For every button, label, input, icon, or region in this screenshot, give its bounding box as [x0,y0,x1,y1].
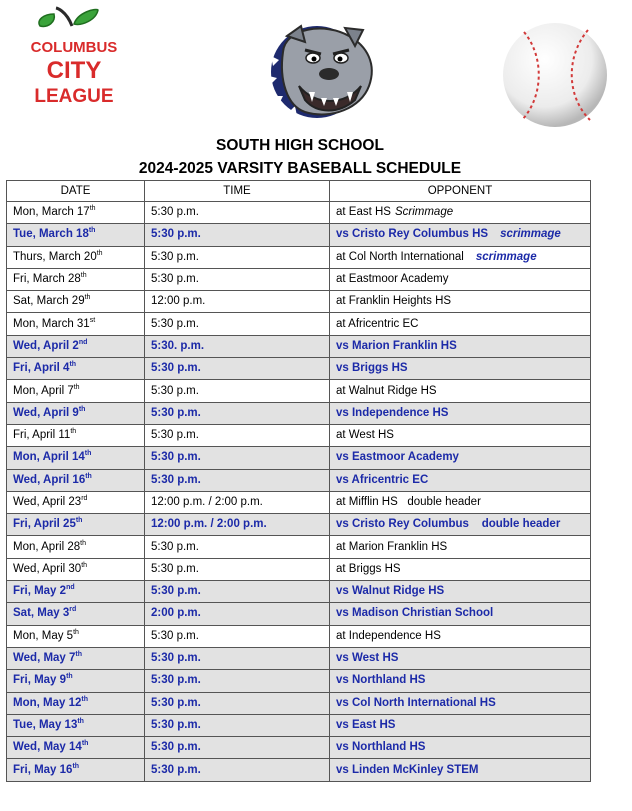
date-ordinal: th [72,762,80,770]
date-ordinal: th [89,205,96,213]
date-text: Fri, May 9 [13,674,67,687]
opponent-text: vs Cristo Rey Columbus HS [336,228,489,241]
column-header-opponent: OPPONENT [330,181,591,202]
opponent-text: at Walnut Ridge HS [336,384,437,397]
opponent-text: at Col North International [336,250,464,263]
date-ordinal: th [73,383,80,391]
table-row [7,536,591,558]
game-date [7,737,145,759]
game-date [7,358,145,380]
date-ordinal: th [69,361,77,369]
game-date [7,291,145,313]
table-row [7,202,591,224]
date-ordinal: th [81,740,89,748]
date-text: Thurs, March 20 [13,250,97,263]
game-opponent [330,246,591,268]
date-text: Mon, April 14 [13,451,85,464]
table-row [7,268,591,290]
opponent-text: vs Eastmoor Academy [336,451,459,464]
table-row [7,625,591,647]
game-time: 12:00 p.m. [145,291,330,313]
column-header-date: DATE [7,181,145,202]
game-time: 5:30 p.m. [145,714,330,736]
date-text: Wed, April 9 [13,406,79,419]
date-text: Mon, May 12 [13,696,82,709]
date-text: Tue, March 18 [13,228,89,241]
game-time: 5:30 p.m. [145,246,330,268]
date-ordinal: th [80,539,86,547]
game-opponent [330,224,591,246]
game-date [7,313,145,335]
table-row [7,558,591,580]
opponent-text: at Briggs HS [336,562,401,575]
game-date [7,246,145,268]
game-date [7,335,145,357]
date-ordinal: th [88,227,96,235]
game-opponent [330,424,591,446]
date-text: Fri, April 25 [13,518,76,531]
game-time: 5:30 p.m. [145,380,330,402]
game-date [7,514,145,536]
game-opponent [330,647,591,669]
game-opponent [330,514,591,536]
table-row [7,647,591,669]
opponent-text: vs Madison Christian School [336,607,494,620]
table-row [7,335,591,357]
table-row [7,291,591,313]
game-time: 5:30. p.m. [145,335,330,357]
opponent-text: vs Marion Franklin HS [336,339,457,352]
opponent-text: vs West HS [336,652,399,665]
date-ordinal: th [75,517,83,525]
game-opponent [330,759,591,781]
table-row [7,358,591,380]
bulldog-icon [265,16,391,126]
game-date [7,714,145,736]
date-ordinal: th [66,673,73,681]
game-time: 5:30 p.m. [145,737,330,759]
date-ordinal: th [80,272,87,280]
opponent-text: vs Briggs HS [336,362,408,375]
table-row [7,737,591,759]
date-text: Mon, April 28 [13,540,81,553]
table-row [7,424,591,446]
game-time: 5:30 p.m. [145,647,330,669]
schedule-table [6,180,591,782]
game-date [7,759,145,781]
date-ordinal: rd [69,606,77,614]
opponent-text: at West HS [336,429,394,442]
date-text: Wed, May 7 [13,652,76,665]
game-time: 12:00 p.m. / 2:00 p.m. [145,491,330,513]
opponent-text: vs Walnut Ridge HS [336,585,445,598]
game-opponent [330,447,591,469]
table-row [7,447,591,469]
opponent-text: vs East HS [336,718,396,731]
game-opponent [330,714,591,736]
game-date [7,469,145,491]
game-time: 5:30 p.m. [145,202,330,224]
game-opponent [330,202,591,224]
game-time: 5:30 p.m. [145,558,330,580]
game-time: 5:30 p.m. [145,692,330,714]
date-ordinal: th [75,651,83,659]
date-ordinal: th [81,561,88,569]
date-text: Wed, April 23 [13,496,82,508]
game-time: 5:30 p.m. [145,358,330,380]
game-opponent [330,268,591,290]
svg-text:COLUMBUS: COLUMBUS [30,39,118,56]
date-ordinal: th [96,249,103,257]
game-time: 5:30 p.m. [145,402,330,424]
table-row [7,402,591,424]
game-date [7,447,145,469]
date-ordinal: nd [78,338,88,346]
opponent-text: vs Col North International HS [336,696,496,709]
game-opponent [330,291,591,313]
opponent-text: at East HS [336,206,391,219]
game-date [7,692,145,714]
date-text: Wed, April 2 [13,339,79,352]
table-row [7,246,591,268]
table-header-row [7,181,591,202]
opponent-text: vs Africentric EC [336,473,429,486]
date-ordinal: nd [66,584,75,592]
game-opponent [330,603,591,625]
schedule-title: 2024-2025 VARSITY BASEBALL SCHEDULE [138,160,462,177]
opponent-text: at Mifflin HS double header [336,496,481,508]
table-row [7,603,591,625]
game-date [7,625,145,647]
game-date [7,581,145,603]
game-time: 5:30 p.m. [145,469,330,491]
game-date [7,603,145,625]
table-row [7,581,591,603]
svg-text:CITY: CITY [46,57,102,84]
date-ordinal: th [70,428,77,436]
date-ordinal: th [84,294,91,302]
date-text: Wed, April 30 [13,562,82,575]
game-opponent [330,335,591,357]
table-row [7,224,591,246]
table-row [7,491,591,513]
date-ordinal: rd [81,495,88,502]
table-row [7,313,591,335]
game-date [7,268,145,290]
opponent-text: vs Northland HS [336,741,426,754]
opponent-text: vs Independence HS [336,406,449,419]
date-ordinal: th [77,717,84,725]
columbus-city-league-logo [26,6,122,116]
date-ordinal: th [84,450,92,458]
game-opponent [330,491,591,513]
game-opponent [330,469,591,491]
table-row [7,759,591,781]
date-ordinal: st [89,316,96,324]
date-text: Tue, May 13 [13,718,78,731]
game-date [7,670,145,692]
game-time: 12:00 p.m. / 2:00 p.m. [145,514,330,536]
table-row [7,714,591,736]
game-time: 5:30 p.m. [145,759,330,781]
logo-header [0,0,632,130]
svg-text:LEAGUE: LEAGUE [34,86,114,107]
game-date [7,536,145,558]
opponent-text: vs Cristo Rey Columbus double header [336,518,561,531]
date-ordinal: th [73,628,79,636]
date-text: Wed, April 16 [13,473,86,486]
game-time: 5:30 p.m. [145,625,330,647]
game-opponent [330,380,591,402]
table-row [7,670,591,692]
game-opponent [330,581,591,603]
game-date [7,647,145,669]
game-time: 5:30 p.m. [145,447,330,469]
game-time: 5:30 p.m. [145,268,330,290]
baseball-icon [500,20,610,130]
game-opponent [330,558,591,580]
game-time: 5:30 p.m. [145,224,330,246]
game-note: Scrimmage [394,206,454,219]
game-opponent [330,358,591,380]
opponent-text: at Eastmoor Academy [336,273,449,286]
column-header-time: TIME [145,181,330,202]
opponent-text: vs Northland HS [336,674,426,687]
game-opponent [330,313,591,335]
date-text: Fri, May 16 [13,763,73,776]
game-time: 5:30 p.m. [145,424,330,446]
table-row [7,692,591,714]
game-opponent [330,625,591,647]
date-text: Sat, May 3 [13,607,70,620]
date-text: Sat, March 29 [13,295,85,308]
table-row [7,380,591,402]
game-time: 5:30 p.m. [145,536,330,558]
game-date [7,424,145,446]
date-ordinal: th [81,695,88,703]
game-opponent [330,670,591,692]
table-row [7,469,591,491]
date-text: Fri, May 2 [13,585,67,598]
game-opponent [330,536,591,558]
game-opponent [330,737,591,759]
opponent-text: at Franklin Heights HS [336,295,452,308]
game-date [7,491,145,513]
date-text: Mon, March 17 [13,206,90,219]
date-text: Fri, April 4 [13,362,70,375]
opponent-text: vs Linden McKinley STEM [336,763,479,776]
table-row [7,514,591,536]
game-opponent [330,402,591,424]
date-ordinal: th [78,405,86,413]
date-text: Mon, April 7 [13,384,74,397]
game-date [7,558,145,580]
opponent-text: at Marion Franklin HS [336,540,448,553]
date-text: Fri, March 28 [13,273,81,286]
opponent-text: at Independence HS [336,629,441,642]
schedule-rows [7,202,591,782]
date-ordinal: th [85,472,92,480]
game-date [7,224,145,246]
date-text: Mon, May 5 [13,629,74,642]
date-text: Fri, April 11 [13,429,71,442]
game-time: 5:30 p.m. [145,313,330,335]
game-date [7,202,145,224]
game-time: 5:30 p.m. [145,581,330,603]
game-note: scrimmage [500,228,561,241]
date-text: Wed, May 14 [13,741,82,754]
opponent-text: at Africentric EC [336,317,419,330]
game-note: scrimmage [475,250,537,263]
game-date [7,380,145,402]
game-time: 2:00 p.m. [145,603,330,625]
date-text: Mon, March 31 [13,317,90,330]
game-opponent [330,692,591,714]
game-time: 5:30 p.m. [145,670,330,692]
school-title: SOUTH HIGH SCHOOL [216,137,384,154]
game-date [7,402,145,424]
